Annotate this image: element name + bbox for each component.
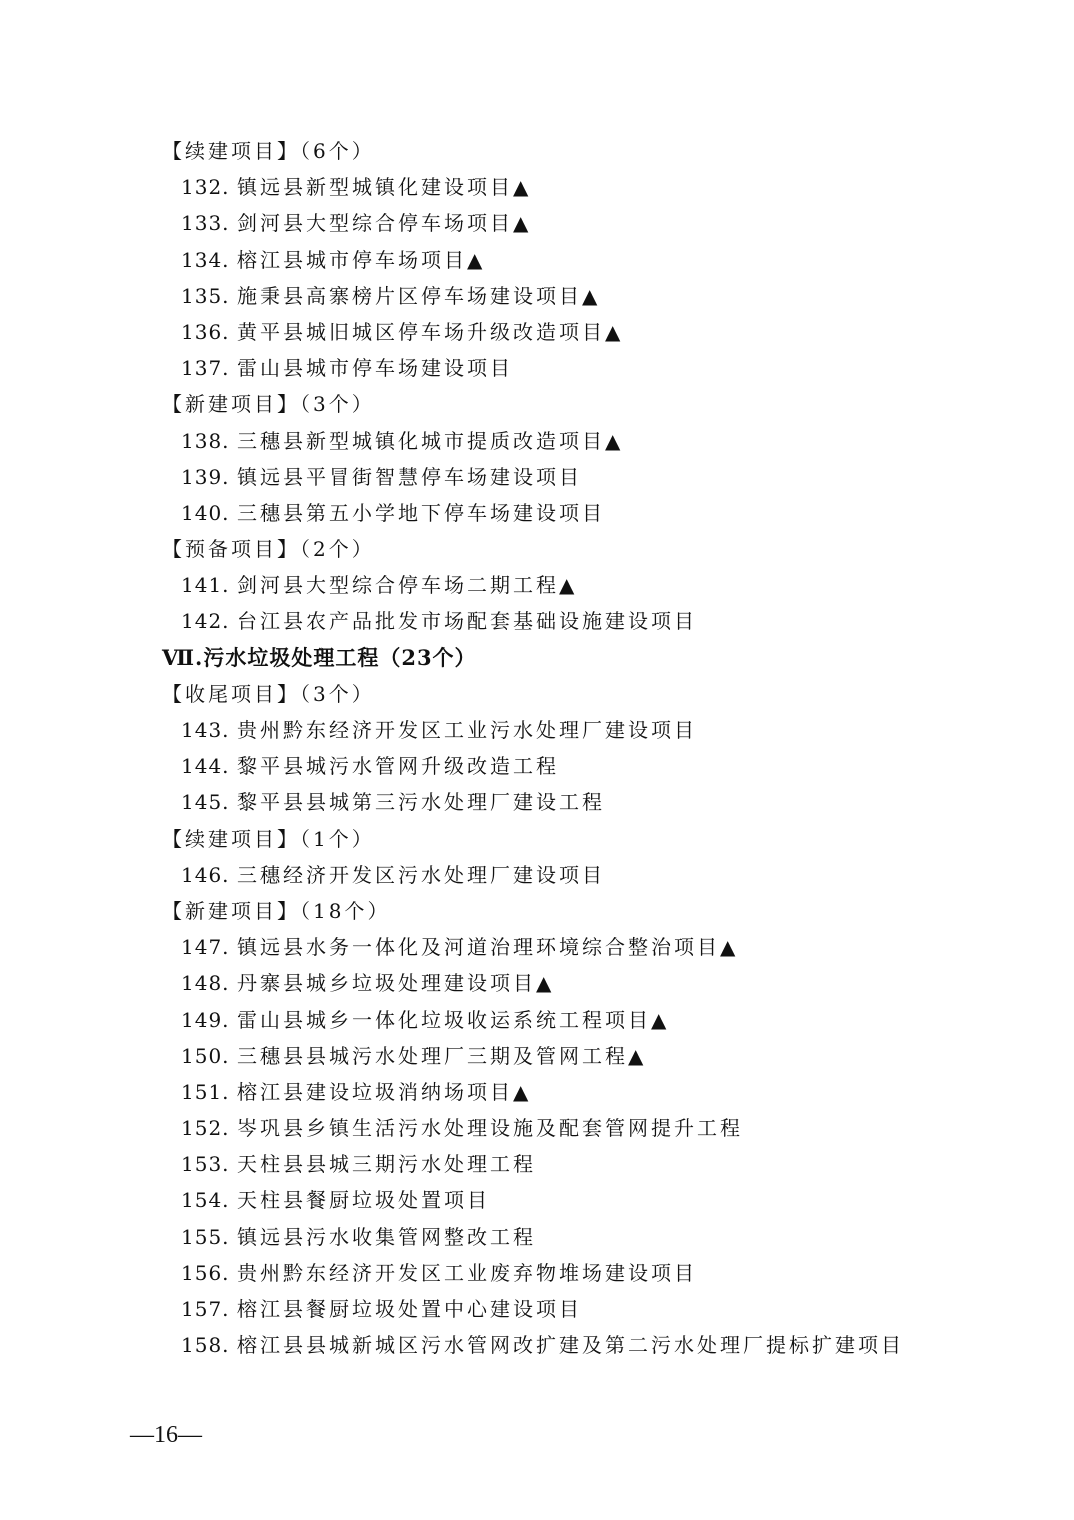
item-number: 154. (181, 1188, 230, 1213)
item-text: 丹寨县城乡垃圾处理建设项目▲ (237, 971, 555, 996)
item-number: 146. (181, 862, 230, 887)
item-number: 142. (181, 609, 230, 634)
project-item (0, 459, 1074, 495)
item-number: 155. (181, 1224, 230, 1249)
item-number: 143. (181, 718, 230, 742)
project-item (0, 1002, 1074, 1038)
item-number: 157. (181, 1297, 230, 1321)
project-item (0, 748, 1074, 784)
document-body (0, 133, 1074, 1363)
project-item (0, 205, 1074, 241)
item-number: 145. (181, 790, 230, 815)
item-text: 黎平县县城第三污水处理厂建设工程 (237, 790, 605, 815)
project-item (0, 857, 1074, 893)
item-text: 三穗县新型城镇化城市提质改造项目▲ (237, 428, 624, 453)
item-number: 140. (181, 500, 230, 525)
item-text: 贵州黔东经济开发区工业废弃物堆场建设项目 (237, 1260, 697, 1285)
item-text: 黎平县城污水管网升级改造工程 (237, 754, 559, 779)
item-text: 雷山县城乡一体化垃圾收运系统工程项目▲ (237, 1007, 670, 1032)
project-item (0, 1219, 1074, 1255)
item-text: 黄平县城旧城区停车场升级改造项目▲ (237, 319, 624, 344)
item-number: 135. (181, 283, 230, 308)
item-text: 三穗县县城污水处理厂三期及管网工程▲ (237, 1043, 647, 1068)
item-text: 三穗县第五小学地下停车场建设项目 (237, 500, 605, 525)
project-item (0, 784, 1074, 820)
item-text: 榕江县县城新城区污水管网改扩建及第二污水处理厂提标扩建项目 (237, 1333, 904, 1358)
project-item (0, 423, 1074, 459)
item-number: 132. (181, 175, 230, 200)
item-number: 151. (181, 1079, 230, 1104)
item-number: 136. (181, 319, 230, 344)
project-item (0, 567, 1074, 603)
category-heading: 【续建项目】（1个） (162, 826, 375, 851)
item-number: 150. (181, 1043, 230, 1068)
item-text: 雷山县城市停车场建设项目 (237, 356, 513, 381)
item-text: 榕江县城市停车场项目▲ (237, 247, 486, 272)
item-number: 152. (181, 1116, 230, 1141)
item-text: 台江县农产品批发市场配套基础设施建设项目 (237, 609, 697, 634)
item-number: 133. (181, 211, 230, 236)
item-text: 天柱县餐厨垃圾处置项目 (237, 1188, 490, 1213)
item-text: 三穗经济开发区污水处理厂建设项目 (237, 862, 605, 887)
category-heading: 【新建项目】（3个） (162, 392, 375, 417)
item-text: 贵州黔东经济开发区工业污水处理厂建设项目 (237, 718, 697, 742)
project-item (0, 1074, 1074, 1110)
category-heading: 【新建项目】（18个） (162, 898, 391, 923)
item-text: 镇远县水务一体化及河道治理环境综合整治项目▲ (237, 935, 739, 960)
project-item (0, 712, 1074, 748)
project-item (0, 929, 1074, 965)
item-text: 镇远县平冒街智慧停车场建设项目 (237, 464, 582, 489)
item-number: 147. (181, 935, 230, 960)
project-item (0, 169, 1074, 205)
item-number: 137. (181, 356, 230, 381)
item-number: 139. (181, 464, 230, 489)
item-number: 138. (181, 428, 230, 453)
project-item (0, 1110, 1074, 1146)
project-item (0, 350, 1074, 386)
item-number: 144. (181, 754, 230, 779)
project-item (0, 965, 1074, 1001)
project-item (0, 242, 1074, 278)
project-item (0, 603, 1074, 639)
project-item (0, 1038, 1074, 1074)
item-text: 剑河县大型综合停车场二期工程▲ (237, 573, 578, 598)
item-number: 149. (181, 1007, 230, 1032)
section-heading: Ⅶ.污水垃圾处理工程（23个） (162, 644, 477, 670)
item-number: 156. (181, 1260, 230, 1285)
item-text: 施秉县高寨榜片区停车场建设项目▲ (237, 283, 601, 308)
item-number: 158. (181, 1333, 230, 1358)
item-number: 148. (181, 971, 230, 996)
project-item (0, 495, 1074, 531)
project-item (0, 1327, 1074, 1363)
category-heading: 【收尾项目】（3个） (162, 681, 375, 706)
page-number: —16— (130, 1422, 202, 1448)
item-number: 141. (181, 573, 230, 598)
project-item (0, 314, 1074, 350)
project-item (0, 1182, 1074, 1218)
category-heading: 【续建项目】（6个） (162, 139, 375, 163)
category-heading: 【预备项目】（2个） (162, 537, 375, 562)
project-item (0, 1146, 1074, 1182)
project-item (0, 278, 1074, 314)
project-item (0, 1291, 1074, 1327)
item-text: 榕江县建设垃圾消纳场项目▲ (237, 1079, 532, 1104)
item-text: 岑巩县乡镇生活污水处理设施及配套管网提升工程 (237, 1116, 743, 1141)
item-text: 镇远县污水收集管网整改工程 (237, 1224, 536, 1249)
item-text: 天柱县县城三期污水处理工程 (237, 1152, 536, 1177)
item-text: 剑河县大型综合停车场项目▲ (237, 211, 532, 236)
item-number: 134. (181, 247, 230, 272)
project-item (0, 1255, 1074, 1291)
item-text: 榕江县餐厨垃圾处置中心建设项目 (237, 1297, 582, 1321)
item-text: 镇远县新型城镇化建设项目▲ (237, 175, 532, 200)
item-number: 153. (181, 1152, 230, 1177)
